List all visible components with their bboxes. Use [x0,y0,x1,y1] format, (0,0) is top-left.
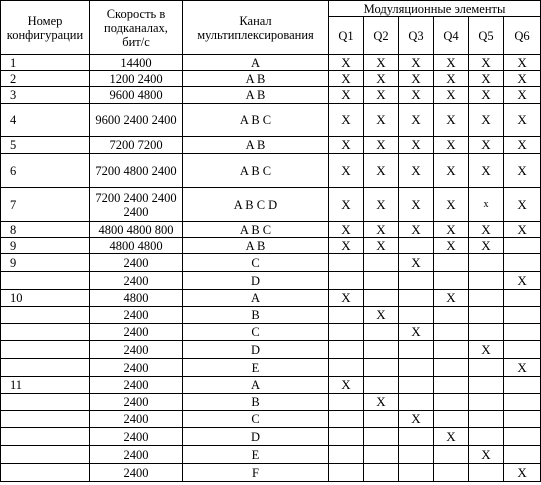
modulation-mark-cell [364,290,399,307]
modulation-mark-cell [399,394,434,411]
header-q4: Q4 [434,17,469,55]
modulation-mark-cell: X [469,238,504,254]
modulation-mark-cell: X [399,324,434,341]
table-row [1,254,541,272]
modulation-mark-cell: X [364,55,399,71]
header-q1: Q1 [329,17,364,55]
modulation-mark-cell: X [434,290,469,307]
speed-cell: 2400 [90,411,183,428]
speed-cell: 2400 [90,324,183,341]
modulation-mark-cell: X [364,104,399,137]
speed-cell: 2400 [90,341,183,359]
config-number-cell: 8 [1,222,90,238]
channel-cell: A B C [183,222,329,238]
modulation-mark-cell [329,428,364,446]
modulation-mark-cell: X [434,428,469,446]
modulation-mark-cell: X [329,290,364,307]
speed-cell: 9600 4800 [90,87,183,104]
speed-cell: 2400 [90,464,183,482]
modulation-mark-cell: X [399,411,434,428]
modulation-mark-cell [364,254,399,272]
channel-cell: A B C [183,154,329,188]
modulation-mark-cell: X [469,154,504,188]
channel-cell: C [183,324,329,341]
modulation-mark-cell [329,464,364,482]
modulation-mark-cell: X [504,104,541,137]
speed-cell: 2400 [90,428,183,446]
modulation-mark-cell [364,428,399,446]
modulation-mark-cell: X [504,222,541,238]
header-q2: Q2 [364,17,399,55]
header-speed: Скорость в подканалах, бит/с [90,1,183,55]
modulation-mark-cell [399,377,434,394]
table-row [1,154,541,188]
modulation-mark-cell: X [399,55,434,71]
modulation-mark-cell [504,341,541,359]
modulation-mark-cell: X [469,446,504,464]
modulation-mark-cell [434,341,469,359]
modulation-mark-cell [469,359,504,377]
speed-cell: 4800 4800 800 [90,222,183,238]
modulation-mark-cell: X [364,238,399,254]
modulation-mark-cell [399,464,434,482]
modulation-mark-cell: X [329,104,364,137]
channel-cell: C [183,254,329,272]
modulation-mark-cell: X [329,71,364,87]
modulation-mark-cell [504,238,541,254]
modulation-mark-cell: X [434,154,469,188]
modulation-mark-cell [434,464,469,482]
modulation-mark-cell: X [329,137,364,154]
modulation-mark-cell [329,307,364,324]
modulation-mark-cell [504,290,541,307]
modulation-mark-cell [434,359,469,377]
modulation-mark-cell: X [469,87,504,104]
modulation-mark-cell: X [469,341,504,359]
modulation-mark-cell: x [469,188,504,222]
modulation-mark-cell: X [434,104,469,137]
modulation-mark-cell: X [399,71,434,87]
config-number-cell: 6 [1,154,90,188]
modulation-mark-cell: X [469,222,504,238]
config-number-cell [1,324,90,341]
modulation-mark-cell [329,272,364,290]
channel-cell: F [183,464,329,482]
modulation-mark-cell [399,238,434,254]
modulation-mark-cell: X [504,55,541,71]
config-number-cell: 10 [1,290,90,307]
modulation-mark-cell [329,341,364,359]
modulation-mark-cell: X [469,71,504,87]
modulation-mark-cell [329,394,364,411]
modulation-mark-cell [329,254,364,272]
modulation-mark-cell [434,394,469,411]
table-row [1,222,541,238]
table-row [1,104,541,137]
speed-cell: 2400 [90,446,183,464]
header-q5: Q5 [469,17,504,55]
config-number-cell [1,446,90,464]
header-channel: Канал мультиплексирования [183,1,329,55]
modulation-mark-cell: X [399,154,434,188]
config-number-cell: 5 [1,137,90,154]
table-row [1,446,541,464]
channel-cell: A [183,290,329,307]
config-number-cell: 3 [1,87,90,104]
config-number-cell: 9 [1,254,90,272]
modulation-mark-cell [434,446,469,464]
modulation-mark-cell [504,307,541,324]
modulation-mark-cell [364,272,399,290]
table-row [1,238,541,254]
channel-cell: A B [183,87,329,104]
table-row [1,307,541,324]
modulation-mark-cell [399,428,434,446]
speed-cell: 7200 4800 2400 [90,154,183,188]
modulation-mark-cell [364,341,399,359]
modulation-mark-cell [399,307,434,324]
channel-cell: A [183,55,329,71]
config-number-cell: 4 [1,104,90,137]
modulation-mark-cell [434,324,469,341]
modulation-mark-cell [329,446,364,464]
modulation-mark-cell: X [364,137,399,154]
modulation-mark-cell: X [434,87,469,104]
modulation-mark-cell [469,464,504,482]
modulation-mark-cell [399,359,434,377]
modulation-mark-cell: X [329,87,364,104]
modulation-mark-cell: X [364,188,399,222]
modulation-mark-cell [469,307,504,324]
channel-cell: B [183,394,329,411]
modulation-mark-cell: X [469,104,504,137]
channel-cell: A B [183,137,329,154]
speed-cell: 2400 [90,307,183,324]
modulation-mark-cell [399,341,434,359]
modulation-mark-cell [364,324,399,341]
config-number-cell [1,428,90,446]
modulation-mark-cell [434,272,469,290]
config-number-cell [1,394,90,411]
table-row [1,290,541,307]
channel-cell: A B C [183,104,329,137]
modulation-mark-cell [399,446,434,464]
config-number-cell: 1 [1,55,90,71]
table-row [1,324,541,341]
modulation-mark-cell [469,272,504,290]
config-number-cell [1,359,90,377]
modulation-mark-cell [469,324,504,341]
modulation-mark-cell [364,411,399,428]
modulation-mark-cell: X [399,87,434,104]
modulation-mark-cell: X [364,307,399,324]
config-number-cell [1,411,90,428]
modulation-mark-cell [329,411,364,428]
modulation-mark-cell [469,411,504,428]
modulation-mark-cell: X [504,272,541,290]
config-number-cell [1,307,90,324]
modulation-mark-cell: X [504,137,541,154]
modulation-mark-cell [504,254,541,272]
modulation-mark-cell: X [329,377,364,394]
modulation-mark-cell: X [399,254,434,272]
header-modulation: Модуляционные элементы [329,1,541,17]
modulation-mark-cell [399,272,434,290]
modulation-mark-cell [504,394,541,411]
modulation-mark-cell: X [399,104,434,137]
modulation-mark-cell: X [469,55,504,71]
modulation-mark-cell: X [329,222,364,238]
modulation-mark-cell: X [434,55,469,71]
modulation-mark-cell: X [329,188,364,222]
modulation-mark-cell: X [399,222,434,238]
config-number-cell: 11 [1,377,90,394]
modulation-mark-cell: X [364,222,399,238]
speed-cell: 4800 [90,290,183,307]
channel-cell: D [183,272,329,290]
config-number-cell [1,464,90,482]
modulation-mark-cell: X [504,188,541,222]
table-row [1,428,541,446]
modulation-mark-cell [469,394,504,411]
speed-cell: 2400 [90,254,183,272]
channel-cell: D [183,341,329,359]
table-row [1,411,541,428]
modulation-mark-cell [434,377,469,394]
channel-cell: E [183,359,329,377]
table-row [1,377,541,394]
table-row [1,394,541,411]
header-config-number: Номер конфигурации [1,1,90,55]
modulation-mark-cell [364,377,399,394]
modulation-mark-cell [469,377,504,394]
modulation-mark-cell: X [434,238,469,254]
modulation-mark-cell [434,307,469,324]
modulation-mark-cell [364,359,399,377]
modulation-mark-cell [364,464,399,482]
table-row [1,137,541,154]
speed-cell: 7200 2400 2400 2400 [90,188,183,222]
modulation-mark-cell [329,359,364,377]
config-number-cell: 2 [1,71,90,87]
config-number-cell [1,272,90,290]
speed-cell: 9600 2400 2400 [90,104,183,137]
speed-cell: 7200 7200 [90,137,183,154]
channel-cell: A B [183,71,329,87]
modulation-mark-cell: X [504,87,541,104]
modulation-mark-cell: X [364,154,399,188]
modulation-mark-cell: X [434,188,469,222]
modulation-mark-cell [504,428,541,446]
modulation-mark-cell [469,254,504,272]
channel-cell: A [183,377,329,394]
modulation-mark-cell: X [504,359,541,377]
modulation-mark-cell: X [469,137,504,154]
modulation-mark-cell [504,446,541,464]
table-row [1,272,541,290]
table-row [1,341,541,359]
modulation-mark-cell [504,411,541,428]
config-number-cell: 7 [1,188,90,222]
speed-cell: 4800 4800 [90,238,183,254]
modulation-mark-cell: X [364,87,399,104]
modulation-mark-cell: X [504,154,541,188]
table-row [1,55,541,71]
modulation-mark-cell [434,254,469,272]
table-row [1,87,541,104]
modulation-mark-cell: X [364,394,399,411]
config-number-cell: 9 [1,238,90,254]
modulation-mark-cell: X [434,222,469,238]
modulation-mark-cell: X [399,137,434,154]
modulation-mark-cell: X [434,137,469,154]
modulation-mark-cell [504,324,541,341]
speed-cell: 14400 [90,55,183,71]
modulation-mark-cell: X [329,238,364,254]
speed-cell: 2400 [90,377,183,394]
channel-cell: D [183,428,329,446]
channel-cell: C [183,411,329,428]
channel-cell: B [183,307,329,324]
modulation-mark-cell: X [329,154,364,188]
table-row [1,188,541,222]
channel-cell: A B C D [183,188,329,222]
config-number-cell [1,341,90,359]
header-q6: Q6 [504,17,541,55]
speed-cell: 1200 2400 [90,71,183,87]
speed-cell: 2400 [90,359,183,377]
modulation-mark-cell [469,290,504,307]
modulation-mark-cell: X [504,464,541,482]
modulation-mark-cell [469,428,504,446]
modulation-mark-cell: X [399,188,434,222]
table-body [1,55,541,482]
modulation-mark-cell [329,324,364,341]
channel-cell: A B [183,238,329,254]
modulation-mark-cell [399,290,434,307]
table-row [1,464,541,482]
modulation-mark-cell [434,411,469,428]
modulation-mark-cell: X [434,71,469,87]
speed-cell: 2400 [90,394,183,411]
modulation-mark-cell [504,377,541,394]
header-q3: Q3 [399,17,434,55]
speed-cell: 2400 [90,272,183,290]
modulation-mark-cell: X [364,71,399,87]
channel-cell: E [183,446,329,464]
table-row [1,359,541,377]
modulation-mark-cell: X [504,71,541,87]
table-row [1,71,541,87]
modulation-mark-cell: X [329,55,364,71]
modulation-mark-cell [364,446,399,464]
